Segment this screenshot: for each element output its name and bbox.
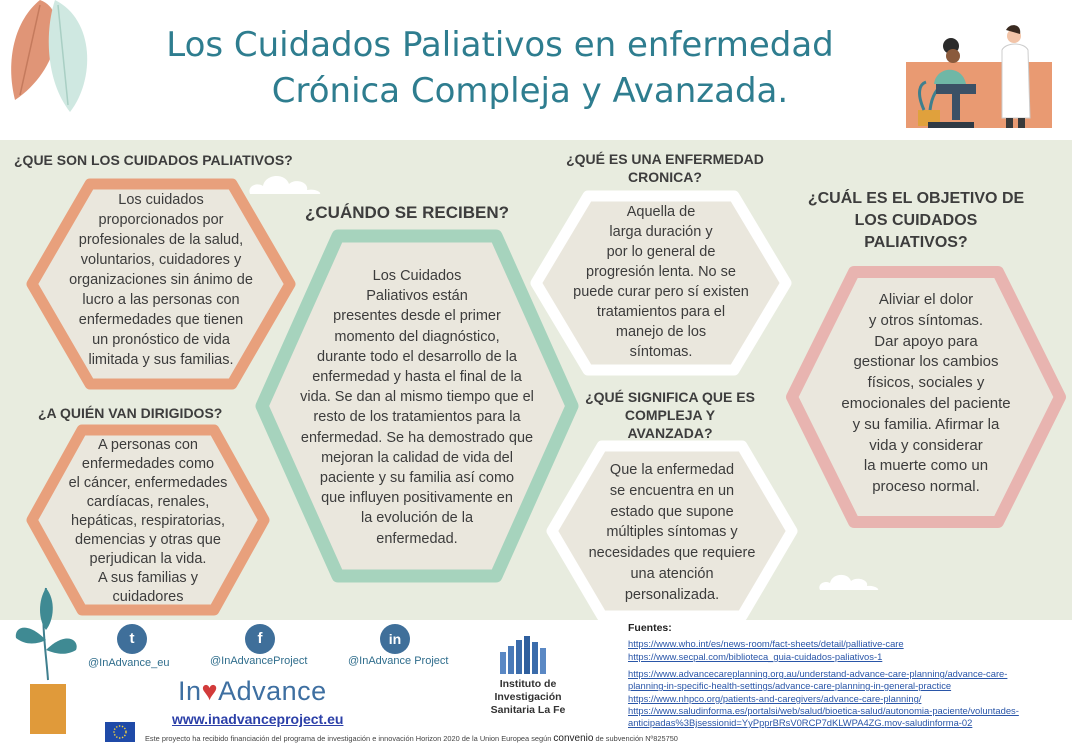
goal-line: físicos, sociales y (867, 374, 985, 392)
leaf-decoration-icon (0, 0, 110, 120)
when-line: paciente y su familia así como (319, 470, 515, 487)
source-link[interactable]: https://www.saludinforma.es/portalsi/web/salud/bioetica-salud/autonomia-paciente/voluntades- (628, 705, 1019, 716)
what-line: voluntarios, cuidadores y (80, 252, 242, 268)
chronic-line: síntomas. (629, 344, 693, 360)
source-link[interactable]: https://www.who.int/es/news-room/fact-sheets/detail/palliative-care (628, 638, 904, 649)
institute-logo-icon (496, 636, 556, 676)
source-link[interactable]: https://www.advancecareplanning.org.au/understand-advance-care-planning/advance-care- (628, 668, 1008, 679)
eu-flag-icon (105, 722, 135, 742)
sources-heading: Fuentes: (628, 622, 672, 634)
what-line: profesionales de la salud, (78, 232, 244, 248)
chronic-line: tratamientos para el (596, 304, 726, 320)
what-heading: ¿QUE SON LOS CUIDADOS PALIATIVOS? (14, 152, 293, 168)
who-line: cardíacas, renales, (86, 494, 210, 510)
funding-grant: de subvención Nº825750 (595, 734, 678, 743)
who-line: enfermedades como (81, 456, 215, 472)
chronic-hexagon (530, 190, 792, 376)
complex-line: Que la enfermedad (609, 462, 735, 478)
complex-heading-line: AVANZADA? (627, 425, 713, 441)
what-line: enfermedades que tienen (78, 312, 244, 328)
when-line: enfermedad. Se ha demostrado que (300, 429, 534, 446)
complex-hexagon (546, 440, 798, 622)
title-line-1: Los Cuidados Paliativos en enfermedad (166, 25, 834, 65)
chronic-line: puede curar pero sí existen (573, 284, 749, 300)
when-line: momento del diagnóstico, (334, 328, 500, 345)
goal-line: proceso normal. (872, 478, 980, 496)
what-line: proporcionados por (98, 212, 224, 228)
who-heading: ¿A QUIÉN VAN DIRIGIDOS? (38, 405, 223, 421)
what-line: lucro a las personas con (82, 292, 240, 308)
source-link[interactable]: anticipadas%3Bjsessionid=YyPpprBRsV0RCP7dKLWPA4ZG.mov-saludinforma-02 (628, 717, 973, 728)
inadvance-logo (178, 676, 327, 707)
goal-heading-line: PALIATIVOS? (864, 234, 968, 251)
who-line: hepáticas, respiratorias, (71, 513, 225, 529)
complex-line: se encuentra en un (609, 482, 735, 499)
when-line: enfermedad y hasta el final de la (312, 369, 522, 386)
who-line: A personas con (98, 437, 198, 453)
goal-line: Aliviar el dolor (878, 291, 974, 308)
goal-line: gestionar los cambios (853, 353, 999, 371)
when-line: presentes desde el primer (333, 308, 501, 325)
when-line: mejoran la calidad de vida del (321, 449, 513, 466)
logo-in: In (178, 676, 202, 706)
title-line-2: Crónica Compleja y Avanzada. (271, 71, 789, 111)
twitter-handle[interactable]: @InAdvance_eu (88, 657, 170, 669)
chronic-heading-line: CRONICA? (628, 169, 702, 185)
institute-name (478, 678, 578, 717)
what-line: limitada y sus familias. (88, 352, 234, 368)
complex-line: estado que supone (610, 503, 734, 520)
chronic-heading (560, 150, 770, 186)
when-line: resto de los tratamientos para la (313, 409, 521, 426)
plant-illustration (10, 580, 90, 740)
what-line: organizaciones sin ánimo de (69, 272, 253, 288)
institute-line: Instituto de Investigación (494, 678, 562, 703)
what-line: Los cuidados (118, 192, 204, 208)
complex-heading-line: COMPLEJA Y (624, 407, 716, 423)
goal-line: y su familia. Afirmar la (852, 415, 1000, 433)
who-line: cuidadores (112, 589, 184, 605)
logo-advance: Advance (218, 676, 327, 706)
funding-text: Este proyecto ha recibido financiación del programa de investigación e innovación Horizon 2020 de la Union Europea según (145, 734, 552, 743)
twitter-icon[interactable]: t (117, 624, 147, 654)
when-line: vida. Se dan al mismo tiempo que el (300, 389, 534, 406)
source-link[interactable]: https://www.secpal.com/biblioteca_guia-cuidados-paliativos-1 (628, 651, 883, 662)
linkedin-handle[interactable]: @InAdvance Project (348, 655, 449, 667)
source-link[interactable]: planning-in-specific-health-settings/advance-care-planning-in-general-practice (628, 680, 952, 691)
when-line: que influyen positivamente en (321, 490, 513, 507)
institute-line: Sanitaria La Fe (490, 704, 566, 716)
when-line: Los Cuidados (372, 268, 462, 284)
facebook-icon[interactable]: f (245, 624, 275, 654)
who-line: el cáncer, enfermedades (68, 475, 228, 491)
when-line: la evolución de la (360, 510, 474, 527)
goal-line: y otros síntomas. (868, 311, 984, 329)
goal-heading-line: ¿CUÁL ES EL OBJETIVO DE (807, 190, 1025, 207)
funding-convenio: convenio (553, 733, 594, 744)
when-line: Paliativos están (366, 288, 468, 305)
complex-line: personalizada. (624, 586, 720, 603)
goal-line: vida y considerar (869, 436, 983, 454)
complex-line: necesidades que requiere (588, 545, 756, 562)
website-link[interactable]: www.inadvanceproject.eu (172, 711, 344, 727)
complex-heading (570, 388, 770, 442)
complex-heading-line: ¿QUÉ SIGNIFICA QUE ES (585, 389, 755, 405)
goal-line: emocionales del paciente (841, 394, 1011, 412)
complex-line: una atención (630, 565, 714, 582)
goal-heading-line: LOS CUIDADOS (854, 212, 978, 229)
source-link[interactable]: https://www.nhpco.org/patients-and-caregivers/advance-care-planning/ (628, 693, 922, 704)
chronic-line: larga duración y (609, 224, 713, 240)
page-title (120, 22, 880, 114)
chronic-line: manejo de los (615, 324, 707, 340)
heart-icon: ♥ (201, 676, 219, 706)
cloud-icon (815, 568, 885, 592)
chronic-line: Aquella de (626, 204, 696, 220)
who-line: demencias y otras que (75, 532, 221, 548)
goal-hexagon (786, 266, 1066, 528)
when-line: durante todo el desarrollo de la (317, 348, 517, 365)
when-heading: ¿CUÁNDO SE RECIBEN? (305, 203, 510, 222)
chronic-line: progresión lenta. No se (586, 264, 736, 280)
chronic-heading-line: ¿QUÉ ES UNA ENFERMEDAD (566, 151, 764, 167)
goal-heading (796, 188, 1036, 254)
doctor-patient-illustration (906, 22, 1056, 132)
what-line: un pronóstico de vida (92, 332, 230, 348)
goal-line: la muerte como un (863, 457, 989, 475)
when-line: enfermedad. (376, 530, 458, 547)
goal-line: Dar apoyo para (874, 332, 978, 350)
who-line: A sus familias y (98, 570, 198, 586)
complex-line: múltiples síntomas y (606, 524, 738, 541)
who-line: perjudican la vida. (89, 551, 207, 567)
facebook-handle[interactable]: @InAdvanceProject (210, 655, 308, 667)
linkedin-icon[interactable]: in (380, 624, 410, 654)
chronic-line: por lo general de (606, 244, 716, 260)
funding-notice (145, 733, 678, 744)
